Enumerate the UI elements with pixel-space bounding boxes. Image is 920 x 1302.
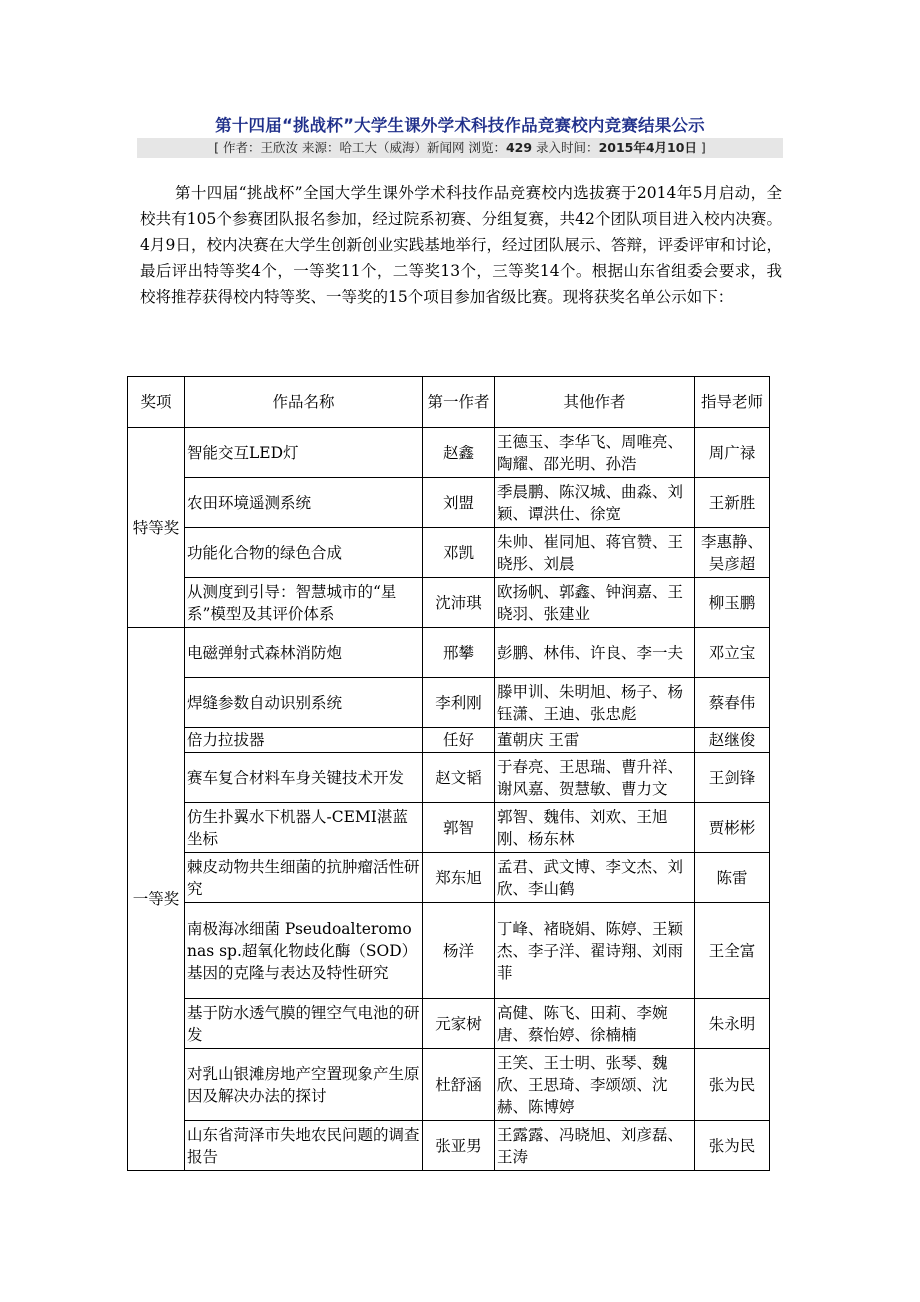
first-author-cell: 沈沛琪 bbox=[423, 578, 495, 628]
advisor-cell: 邓立宝 bbox=[695, 628, 770, 678]
other-authors-cell: 孟君、武文博、李文杰、刘欣、李山鹤 bbox=[495, 853, 695, 903]
article-title: 第十四届“挑战杯”大学生课外学术科技作品竞赛校内竞赛结果公示 bbox=[215, 116, 705, 135]
first-author-cell: 邓凯 bbox=[423, 528, 495, 578]
table-row bbox=[128, 478, 770, 528]
work-name-cell: 智能交互LED灯 bbox=[185, 428, 423, 478]
first-author-cell: 郑东旭 bbox=[423, 853, 495, 903]
advisor-cell: 王剑锋 bbox=[695, 753, 770, 803]
header-advisor: 指导老师 bbox=[695, 377, 770, 428]
table-row bbox=[128, 528, 770, 578]
work-name-cell: 对乳山银滩房地产空置现象产生原因及解决办法的探讨 bbox=[185, 1049, 423, 1121]
table-row bbox=[128, 578, 770, 628]
other-authors-cell: 于春亮、王思瑞、曹升祥、谢风嘉、贺慧敏、曹力文 bbox=[495, 753, 695, 803]
advisor-cell: 赵继俊 bbox=[695, 728, 770, 753]
other-authors-cell: 欧扬帆、郭鑫、钟润嘉、王晓羽、张建业 bbox=[495, 578, 695, 628]
meta-suffix: ] bbox=[696, 140, 706, 155]
table-row bbox=[128, 903, 770, 999]
table-row bbox=[128, 628, 770, 678]
advisor-cell: 王新胜 bbox=[695, 478, 770, 528]
article-meta bbox=[137, 138, 783, 158]
table-header-row bbox=[128, 377, 770, 428]
award-level-cell: 一等奖 bbox=[128, 628, 185, 1171]
first-author-cell: 刘盟 bbox=[423, 478, 495, 528]
advisor-cell: 柳玉鹏 bbox=[695, 578, 770, 628]
other-authors-cell: 王德玉、李华飞、周唯亮、陶耀、邵光明、孙浩 bbox=[495, 428, 695, 478]
other-authors-cell: 董朝庆 王雷 bbox=[495, 728, 695, 753]
header-award: 奖项 bbox=[128, 377, 185, 428]
view-count: 429 bbox=[505, 140, 533, 155]
other-authors-cell: 彭鹏、林伟、许良、李一夫 bbox=[495, 628, 695, 678]
advisor-cell: 李惠静、吴彦超 bbox=[695, 528, 770, 578]
work-name-cell: 焊缝参数自动识别系统 bbox=[185, 678, 423, 728]
table-row bbox=[128, 1049, 770, 1121]
table-row bbox=[128, 428, 770, 478]
first-author-cell: 任好 bbox=[423, 728, 495, 753]
table-row bbox=[128, 753, 770, 803]
first-author-cell: 邢攀 bbox=[423, 628, 495, 678]
table-row bbox=[128, 728, 770, 753]
meta-mid: 录入时间： bbox=[532, 140, 599, 155]
publish-date: 2015年4月10日 bbox=[598, 140, 697, 155]
advisor-cell: 陈雷 bbox=[695, 853, 770, 903]
header-first-author: 第一作者 bbox=[423, 377, 495, 428]
first-author-cell: 赵鑫 bbox=[423, 428, 495, 478]
table-row bbox=[128, 678, 770, 728]
work-name-cell: 倍力拉拔器 bbox=[185, 728, 423, 753]
first-author-cell: 张亚男 bbox=[423, 1121, 495, 1171]
first-author-cell: 杜舒涵 bbox=[423, 1049, 495, 1121]
header-other-authors: 其他作者 bbox=[495, 377, 695, 428]
awards-table bbox=[127, 376, 770, 1171]
other-authors-cell: 王笑、王士明、张琴、魏欣、王思琦、李颂颂、沈赫、陈博婷 bbox=[495, 1049, 695, 1121]
table-body bbox=[128, 428, 770, 1171]
first-author-cell: 杨洋 bbox=[423, 903, 495, 999]
header-work-name: 作品名称 bbox=[185, 377, 423, 428]
work-name-cell: 基于防水透气膜的锂空气电池的研发 bbox=[185, 999, 423, 1049]
award-level-cell: 特等奖 bbox=[128, 428, 185, 628]
other-authors-cell: 朱帅、崔同旭、蒋官赞、王晓彤、刘晨 bbox=[495, 528, 695, 578]
work-name-cell: 赛车复合材料车身关键技术开发 bbox=[185, 753, 423, 803]
other-authors-cell: 郭智、魏伟、刘欢、王旭刚、杨东林 bbox=[495, 803, 695, 853]
first-author-cell: 郭智 bbox=[423, 803, 495, 853]
other-authors-cell: 滕甲训、朱明旭、杨子、杨钰潇、王迪、张忠彪 bbox=[495, 678, 695, 728]
work-name-cell: 功能化合物的绿色合成 bbox=[185, 528, 423, 578]
meta-prefix: [ 作者：王欣汝 来源：哈工大（威海）新闻网 浏览： bbox=[214, 140, 506, 155]
other-authors-cell: 高健、陈飞、田莉、李婉唐、蔡怡婷、徐楠楠 bbox=[495, 999, 695, 1049]
advisor-cell: 周广禄 bbox=[695, 428, 770, 478]
advisor-cell: 王全富 bbox=[695, 903, 770, 999]
work-name-cell: 从测度到引导：智慧城市的“星系”模型及其评价体系 bbox=[185, 578, 423, 628]
announcement-paragraph: 第十四届“挑战杯”全国大学生课外学术科技作品竞赛校内选拔赛于2014年5月启动，全校共有105个参赛团队报名参加，经过院系初赛、分组复赛，共42个团队项目进入校内决赛。4月9日，校内决赛在大学生创新创业实践基地举行，经过团队展示、答辩，评委评审和讨论，最后评出特等奖4个，一等奖11个，二等奖13个，三等奖14个。根据山东省组委会要求，我校将推荐获得校内特等奖、一等奖的15个项目参加省级比赛。现将获奖名单公示如下： bbox=[140, 184, 782, 306]
work-name-cell: 仿生扑翼水下机器人-CEMI湛蓝坐标 bbox=[185, 803, 423, 853]
advisor-cell: 张为民 bbox=[695, 1049, 770, 1121]
work-name-cell: 电磁弹射式森林消防炮 bbox=[185, 628, 423, 678]
table-row bbox=[128, 1121, 770, 1171]
work-name-cell: 南极海冰细菌 Pseudoalteromonas sp.超氧化物歧化酶（SOD）基因的克隆与表达及特性研究 bbox=[185, 903, 423, 999]
work-name-cell: 山东省菏泽市失地农民问题的调查报告 bbox=[185, 1121, 423, 1171]
first-author-cell: 李利刚 bbox=[423, 678, 495, 728]
other-authors-cell: 王露露、冯晓旭、刘彦磊、王涛 bbox=[495, 1121, 695, 1171]
work-name-cell: 农田环境遥测系统 bbox=[185, 478, 423, 528]
advisor-cell: 朱永明 bbox=[695, 999, 770, 1049]
work-name-cell: 棘皮动物共生细菌的抗肿瘤活性研究 bbox=[185, 853, 423, 903]
first-author-cell: 赵文韬 bbox=[423, 753, 495, 803]
advisor-cell: 张为民 bbox=[695, 1121, 770, 1171]
advisor-cell: 蔡春伟 bbox=[695, 678, 770, 728]
other-authors-cell: 季晨鹏、陈汉城、曲淼、刘颖、谭洪仕、徐宽 bbox=[495, 478, 695, 528]
table-row bbox=[128, 803, 770, 853]
first-author-cell: 元家树 bbox=[423, 999, 495, 1049]
advisor-cell: 贾彬彬 bbox=[695, 803, 770, 853]
table-row bbox=[128, 853, 770, 903]
table-row bbox=[128, 999, 770, 1049]
other-authors-cell: 丁峰、褚晓娟、陈婷、王颖杰、李子洋、翟诗翔、刘雨菲 bbox=[495, 903, 695, 999]
